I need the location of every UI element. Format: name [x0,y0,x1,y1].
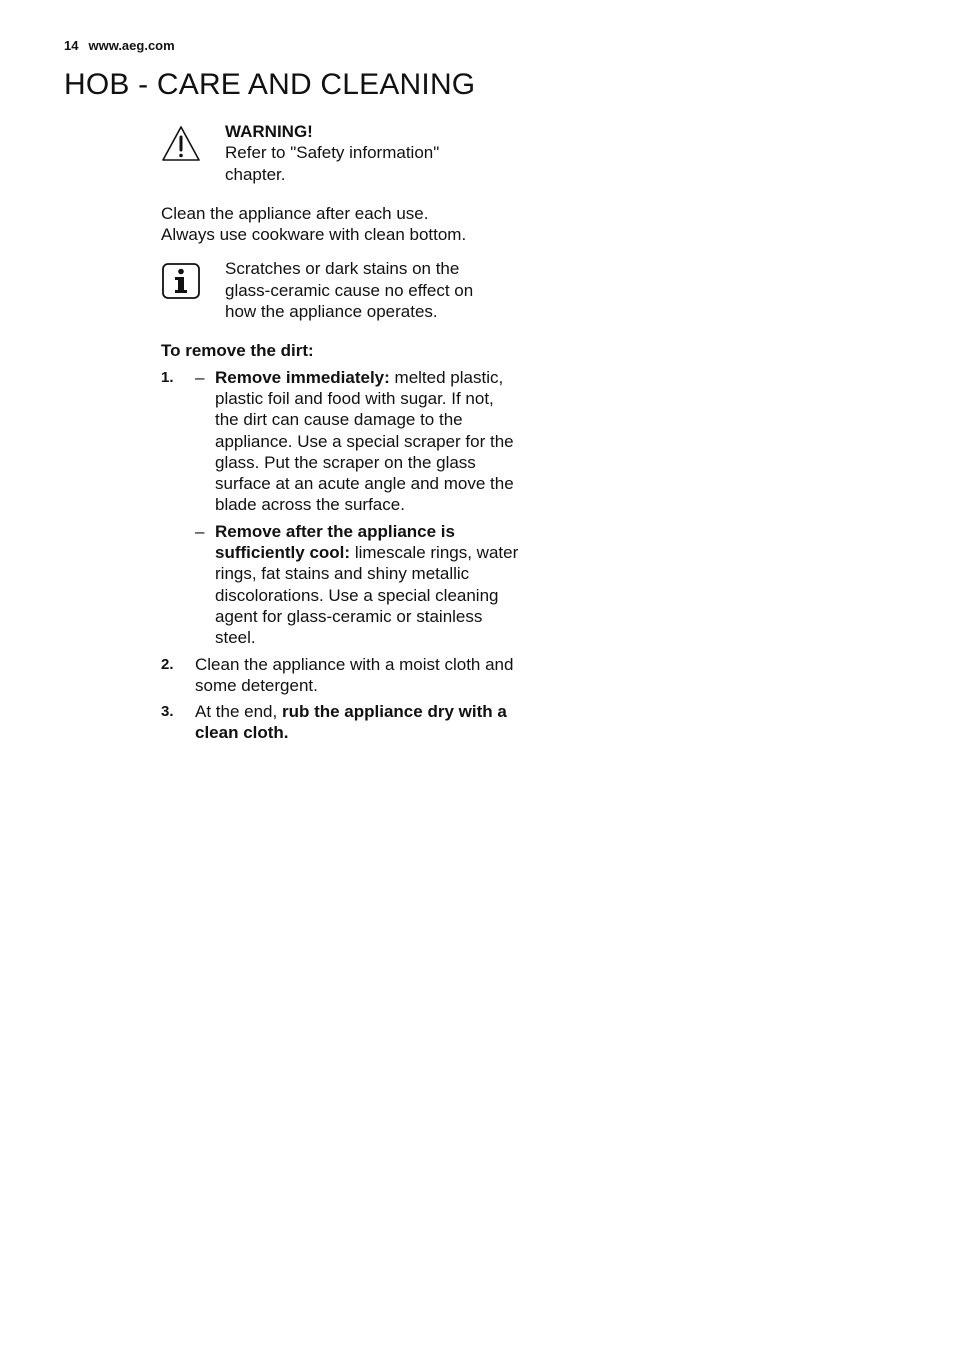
page-title: HOB - CARE AND CLEANING [64,68,476,101]
info-notice [161,258,521,322]
warning-text: Refer to "Safety information" chapter. [225,143,440,184]
warning-triangle-icon [161,121,225,168]
sub-item-bold: Remove after the appliance is sufficiently cool: [215,521,455,563]
info-icon [161,258,225,305]
step-number: 2. [161,655,174,673]
step-1-sublist [195,367,521,649]
sub-item-text: melted plastic, plastic foil and food with sugar. If not, the dirt can cause damage to the appliance. Use a special scraper for the glass. Put the scraper on the glass surface at an acute angle and move the blade across the surface. [215,367,514,515]
step-2 [161,654,521,697]
warning-heading: WARNING! [225,122,313,141]
page-header [64,38,175,53]
step-text: Clean the appliance with a moist cloth and some detergent. [195,654,514,695]
info-text: Scratches or dark stains on the glass-ceramic cause no effect on how the appliance operates. [225,259,474,322]
sub-item-bold: Remove immediately: [215,367,390,387]
warning-notice [161,121,521,185]
step-text: At the end, [195,702,278,722]
step-1 [161,367,521,649]
page-number: 14 [64,38,79,53]
sub-item: – Remove after the appliance is sufficiently cool: limescale rings, water rings, fat stains and shiny metallic discolorations. Use a special cleaning agent for glass-ceramic or stainless steel. [195,521,519,648]
step-3 [161,701,521,744]
website-url: www.aeg.com [88,38,175,53]
main-content [161,121,521,749]
cleaning-steps [161,367,521,744]
intro-text: Clean the appliance after each use. Always use cookware with clean bottom. [161,203,467,245]
step-number: 1. [161,368,174,386]
sub-item-text: limescale rings, water rings, fat stains and shiny metallic discolorations. Use a special cleaning agent for glass-ceramic or stainless steel. [215,543,519,648]
step-bold: rub the appliance dry with a clean cloth. [195,702,507,743]
sub-item: – Remove immediately: melted plastic, plastic foil and food with sugar. If not, the dirt can cause damage to the appliance. Use a special scraper for the glass. Put the scraper on the glass surface at an acute angle and move the blade across the surface. [195,367,514,515]
section-subheading: To remove the dirt: [161,341,314,361]
step-number: 3. [161,703,174,721]
